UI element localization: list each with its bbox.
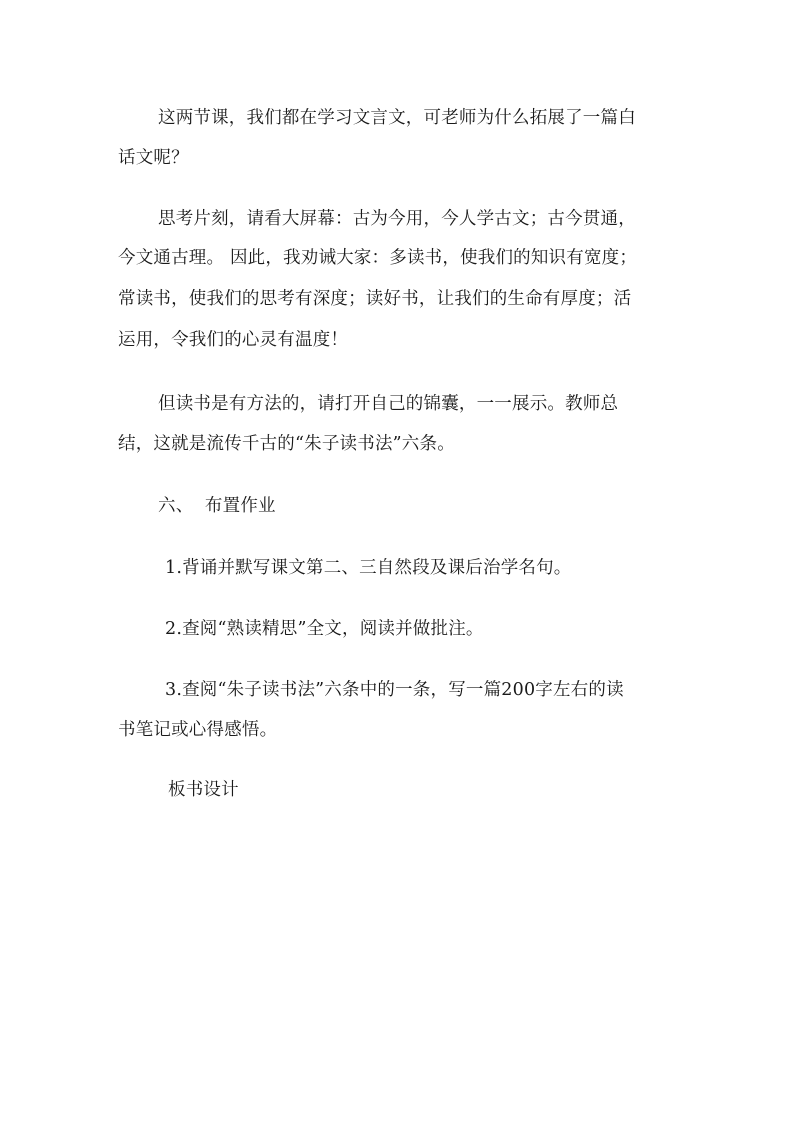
paragraph-2-line-3: 常读书，使我们的思考有深度；读好书，让我们的生命有厚度；活 [118, 289, 632, 309]
paragraph-2-line-2: 今文通古理。 因此，我劝诫大家：多读书，使我们的知识有宽度； [118, 248, 638, 268]
board-design-heading: 板书设计 [168, 780, 239, 800]
paragraph-3-line-1: 但读书是有方法的，请打开自己的锦囊，一一展示。教师总 [158, 394, 619, 414]
homework-item-2: 2.查阅“熟读精思”全文，阅读并做批注。 [165, 619, 484, 639]
paragraph-3-line-2: 结，这就是流传千古的“朱子读书法”六条。 [118, 434, 455, 454]
paragraph-1-line-1: 这两节课，我们都在学习文言文，可老师为什么拓展了一篇白 [158, 108, 636, 128]
paragraph-2-line-4: 运用，令我们的心灵有温度！ [118, 330, 349, 350]
paragraph-2-line-1: 思考片刻，请看大屏幕：古为今用，今人学古文；古今贯通， [158, 209, 636, 229]
homework-item-3-line-2: 书笔记或心得感悟。 [118, 720, 278, 740]
paragraph-1-line-2: 话文呢？ [118, 148, 189, 168]
homework-item-3-line-1: 3.查阅“朱子读书法”六条中的一条，写一篇200字左右的读 [165, 680, 624, 700]
homework-item-1: 1.背诵并默写课文第二、三自然段及课后治学名句。 [165, 558, 572, 578]
section-heading-homework: 六、 布置作业 [158, 496, 276, 516]
